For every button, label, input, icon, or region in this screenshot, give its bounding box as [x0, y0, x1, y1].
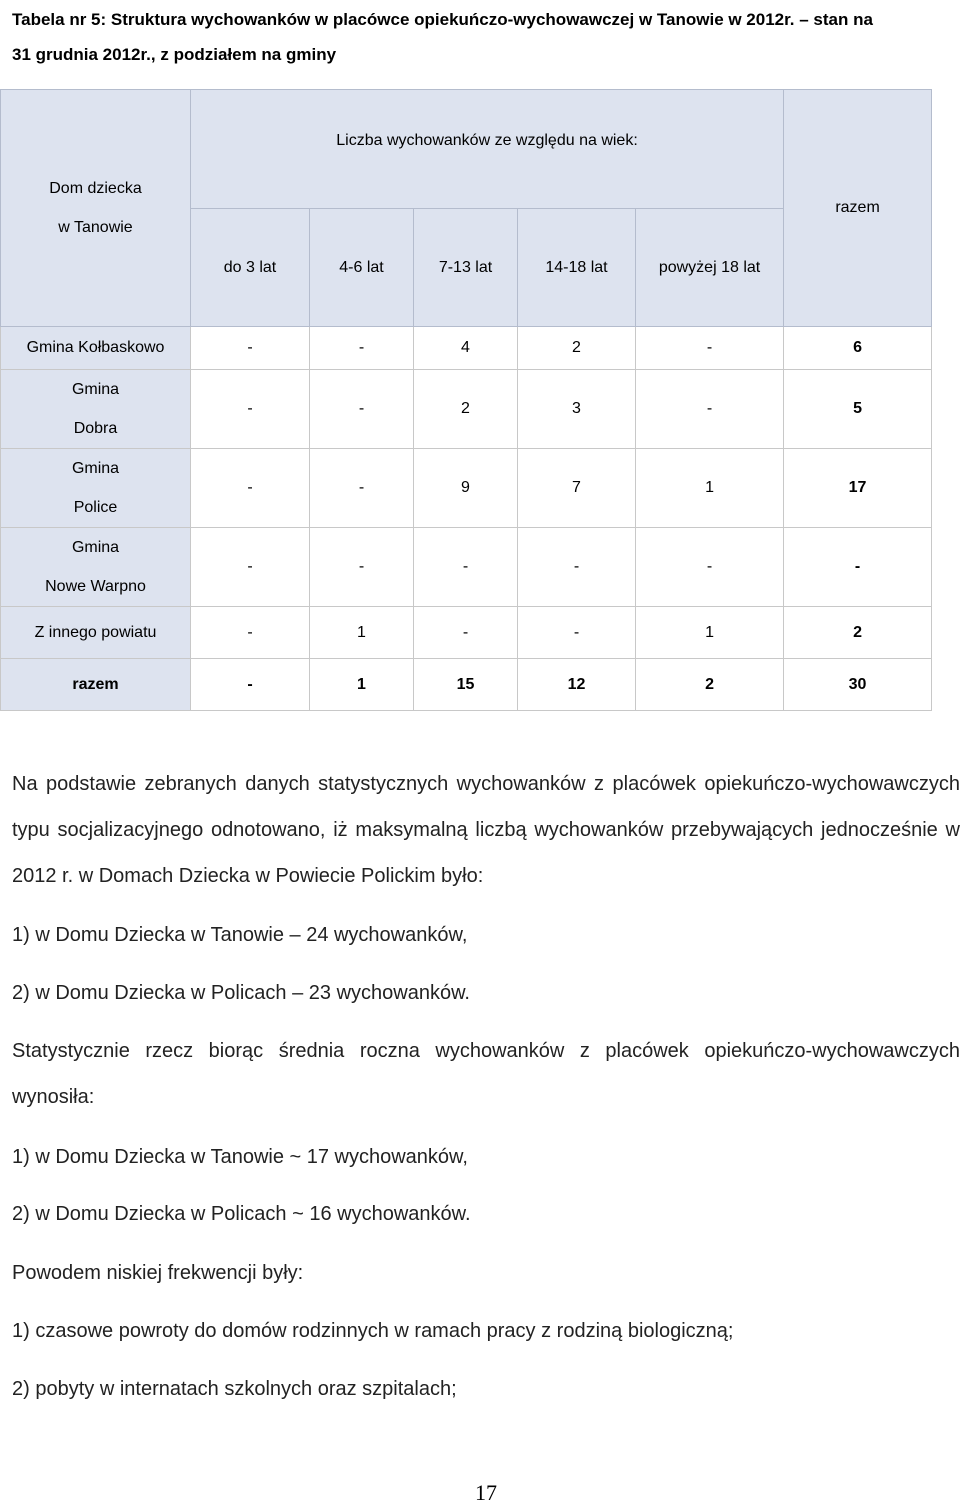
cell: 7 — [518, 449, 636, 528]
cell: - — [191, 607, 310, 659]
sum-row — [1, 659, 932, 711]
cell: 1 — [310, 607, 414, 659]
row-total: 17 — [784, 449, 932, 528]
header-age-col: do 3 lat — [191, 209, 310, 327]
cell: 3 — [518, 370, 636, 449]
header-total: razem — [784, 90, 932, 327]
list-item: 1) w Domu Dziecka w Tanowie ~ 17 wychowanków, — [12, 1146, 468, 1168]
row-label-line: Gmina — [71, 539, 120, 556]
cell: - — [310, 327, 414, 370]
list-item: 1) w Domu Dziecka w Tanowie – 24 wychowanków, — [12, 924, 468, 946]
cell: 15 — [414, 659, 518, 711]
row-label — [1, 370, 191, 449]
list-item: 2) w Domu Dziecka w Policach – 23 wychowanków. — [12, 982, 470, 1004]
header-age-col: powyżej 18 lat — [636, 209, 784, 327]
cell: - — [636, 528, 784, 607]
cell: - — [518, 528, 636, 607]
row-total: 30 — [784, 659, 932, 711]
row-label-line: Police — [73, 499, 118, 516]
row-total: 2 — [784, 607, 932, 659]
cell: - — [414, 528, 518, 607]
cell: - — [191, 370, 310, 449]
cell: - — [191, 327, 310, 370]
cell: 1 — [636, 607, 784, 659]
cell: - — [191, 528, 310, 607]
caption-line-2: 31 grudnia 2012r., z podziałem na gminy — [12, 45, 337, 64]
cell: - — [310, 528, 414, 607]
cell: - — [310, 370, 414, 449]
row-label: Gmina Kołbaskowo — [1, 327, 191, 370]
cell: - — [414, 607, 518, 659]
cell: - — [518, 607, 636, 659]
row-label-line: Nowe Warpno — [45, 578, 146, 595]
cell: 1 — [310, 659, 414, 711]
cell: - — [636, 370, 784, 449]
header-age-col: 14-18 lat — [518, 209, 636, 327]
table-row — [1, 327, 932, 370]
paragraph-max-wards: Na podstawie zebranych danych statystycznych wychowanków z placówek opiekuńczo-wychowawczych typu socjalizacyjnego odnotowano, iż maksymalną liczbą wychowanków przebywających jednocześnie w 2012 r. w Domach Dziecka w Powiecie Polickim było: — [12, 773, 960, 887]
cell: - — [636, 327, 784, 370]
reasons-heading: Powodem niskiej frekwencji były: — [12, 1262, 304, 1284]
table-row — [1, 607, 932, 659]
caption-line-1: Tabela nr 5: Struktura wychowanków w placówce opiekuńczo-wychowawczej w Tanowie w 2012r. – stan na — [12, 10, 873, 29]
cell: - — [191, 449, 310, 528]
cell: 2 — [518, 327, 636, 370]
wards-table — [0, 89, 932, 711]
row-label-line: Gmina — [71, 381, 120, 398]
row-label — [1, 528, 191, 607]
row-label: razem — [1, 659, 191, 711]
row-label-line: Gmina — [71, 460, 120, 477]
header-age-group: Liczba wychowanków ze względu na wiek: — [191, 90, 784, 209]
row-total: - — [784, 528, 932, 607]
table-caption — [12, 2, 957, 72]
cell: 12 — [518, 659, 636, 711]
row-label-line: Dobra — [73, 420, 118, 437]
cell: 2 — [636, 659, 784, 711]
table-row — [1, 528, 932, 607]
header-corner — [1, 90, 191, 327]
cell: - — [310, 449, 414, 528]
cell: 2 — [414, 370, 518, 449]
paragraph-average: Statystycznie rzecz biorąc średnia roczna wychowanków z placówek opiekuńczo-wychowawczych wynosiła: — [12, 1040, 960, 1108]
row-label: Z innego powiatu — [1, 607, 191, 659]
header-age-col: 7-13 lat — [414, 209, 518, 327]
cell: 1 — [636, 449, 784, 528]
list-item: 2) pobyty w internatach szkolnych oraz szpitalach; — [12, 1378, 457, 1400]
table-row — [1, 449, 932, 528]
row-total: 5 — [784, 370, 932, 449]
list-item: 2) w Domu Dziecka w Policach ~ 16 wychowanków. — [12, 1203, 471, 1225]
cell: - — [191, 659, 310, 711]
cell: 9 — [414, 449, 518, 528]
header-age-col: 4-6 lat — [310, 209, 414, 327]
list-item: 1) czasowe powroty do domów rodzinnych w ramach pracy z rodziną biologiczną; — [12, 1320, 734, 1342]
page-number: 17 — [475, 1480, 497, 1505]
header-corner-line-2: w Tanowie — [58, 219, 133, 236]
table-row — [1, 370, 932, 449]
header-corner-line-1: Dom dziecka — [49, 180, 142, 197]
cell: 4 — [414, 327, 518, 370]
row-total: 6 — [784, 327, 932, 370]
row-label — [1, 449, 191, 528]
